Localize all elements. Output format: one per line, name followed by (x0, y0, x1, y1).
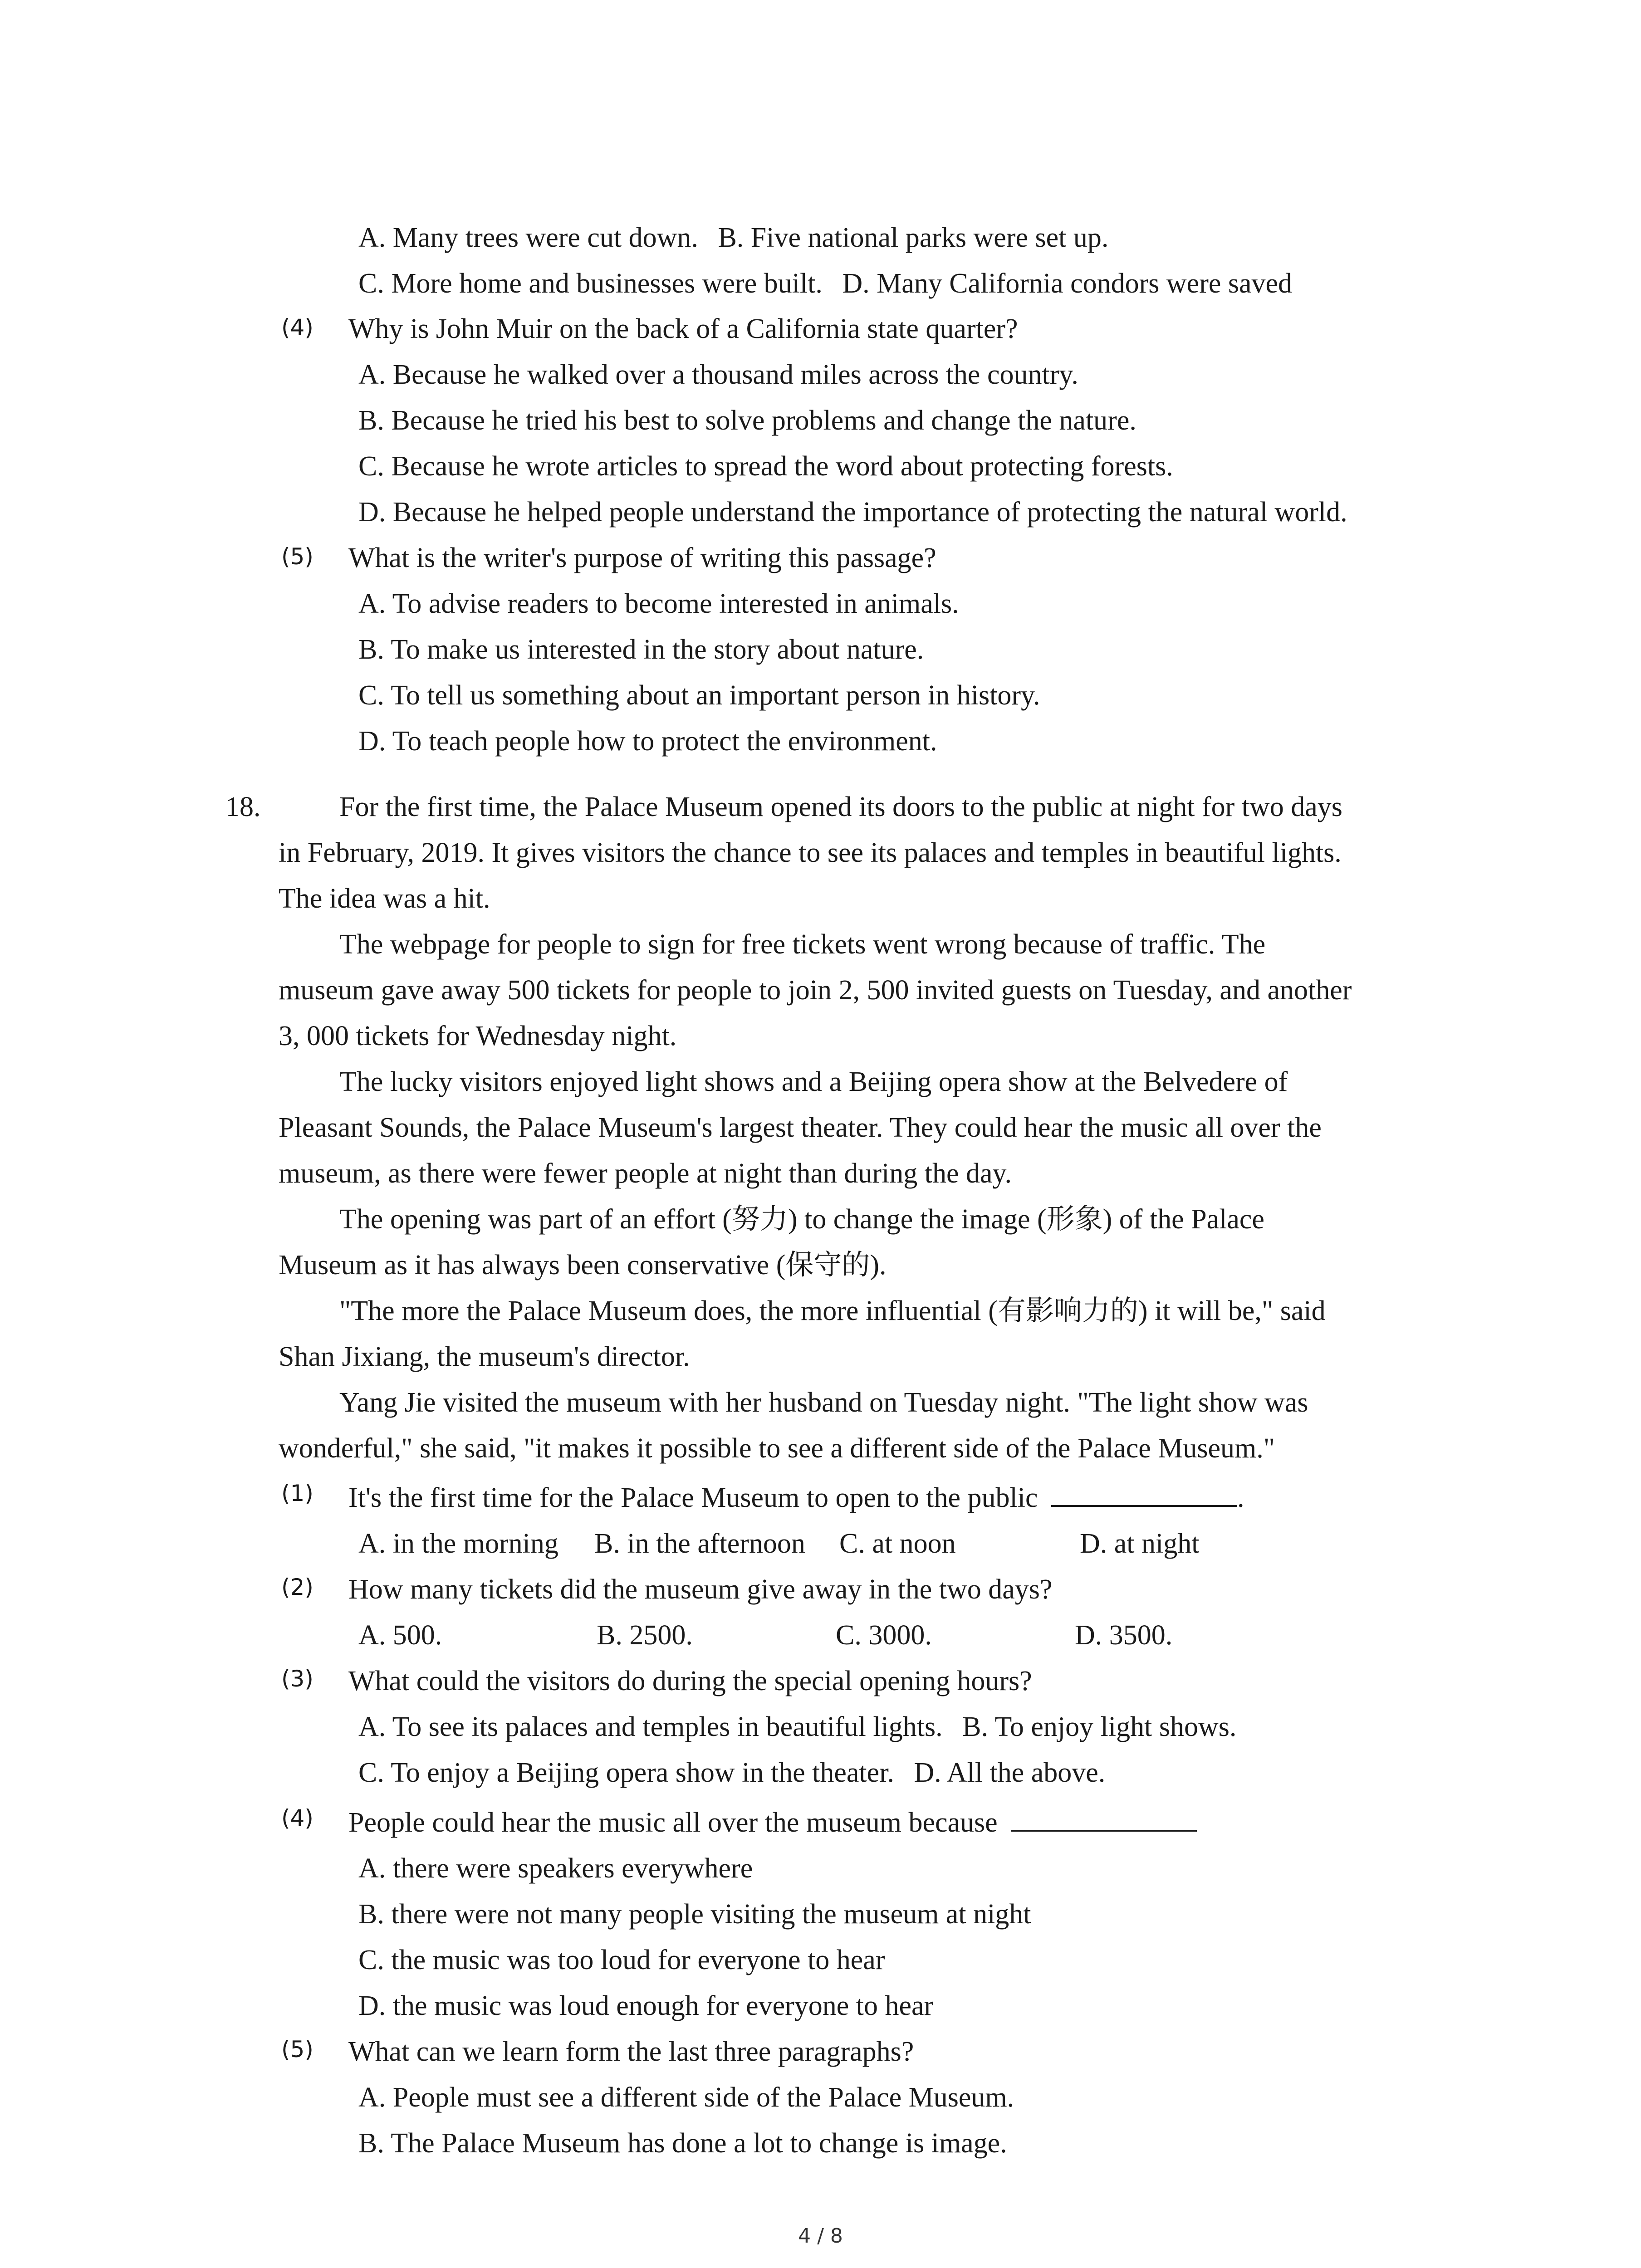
option-b: B. To enjoy light shows. (962, 1711, 1237, 1742)
answer-blank (1011, 1804, 1197, 1832)
question-number: (5) (281, 543, 314, 570)
question-text: What is the writer's purpose of writing this passage? (348, 543, 936, 573)
q3-options-row-1 (358, 215, 1108, 260)
option-b: B. 2500. (597, 1620, 693, 1651)
page-number: 4 / 8 (798, 2224, 843, 2248)
option-a: A. To advise readers to become interested in animals. (358, 588, 959, 619)
option-a: A. in the morning (358, 1528, 558, 1559)
question-text: How many tickets did the museum give away in the two days? (348, 1574, 1053, 1605)
passage-line: museum, as there were fewer people at night than during the day. (279, 1158, 1012, 1189)
option-a: A. To see its palaces and temples in beautiful lights. (358, 1711, 943, 1742)
question-number: (4) (281, 314, 314, 341)
question-text: What can we learn form the last three paragraphs? (348, 2036, 914, 2067)
answer-blank (1051, 1479, 1237, 1507)
option-d: D. Because he helped people understand the importance of protecting the natural world. (358, 497, 1347, 528)
question-row (348, 1800, 1197, 1845)
passage-line: Yang Jie visited the museum with her husband on Tuesday night. "The light show was (339, 1387, 1308, 1418)
question-number: (4) (281, 1805, 314, 1831)
option-c: C. at noon (839, 1528, 956, 1559)
question-number: (3) (281, 1666, 314, 1692)
option-a: A. 500. (358, 1620, 442, 1651)
options-row (358, 1613, 1172, 1658)
option-c: C. To tell us something about an important person in history. (358, 680, 1040, 711)
question-number: (5) (281, 2036, 314, 2063)
question-row (348, 1475, 1244, 1520)
option-a: A. there were speakers everywhere (358, 1853, 753, 1884)
options-row (358, 1521, 1199, 1566)
passage-line: The idea was a hit. (279, 883, 490, 914)
passage-line: Museum as it has always been conservative (保守的). (279, 1250, 887, 1281)
option-b: B. Because he tried his best to solve problems and change the nature. (358, 405, 1136, 436)
option-b: B. The Palace Museum has done a lot to change is image. (358, 2128, 1007, 2159)
question-number: (1) (281, 1480, 314, 1506)
passage-line: in February, 2019. It gives visitors the chance to see its palaces and temples in beautiful lights. (279, 837, 1342, 868)
option-a: A. People must see a different side of the Palace Museum. (358, 2082, 1014, 2113)
question-text: What could the visitors do during the special opening hours? (348, 1666, 1032, 1696)
passage-line: Pleasant Sounds, the Palace Museum's largest theater. They could hear the music all over the (279, 1112, 1322, 1143)
options-row (358, 1750, 1105, 1795)
sentence-end: . (1237, 1482, 1244, 1513)
option-a: A. Many trees were cut down. (358, 222, 698, 253)
passage-line: The lucky visitors enjoyed light shows and a Beijing opera show at the Belvedere of (339, 1066, 1288, 1097)
option-c: C. the music was too loud for everyone to hear (358, 1945, 885, 1975)
question-text: Why is John Muir on the back of a California state quarter? (348, 313, 1018, 344)
option-b: B. Five national parks were set up. (718, 222, 1109, 253)
option-d: D. 3500. (1075, 1620, 1173, 1651)
option-c: C. More home and businesses were built. (358, 268, 823, 299)
passage-line: wonderful," she said, "it makes it possible to see a different side of the Palace Museum." (279, 1433, 1275, 1464)
option-d: D. at night (1080, 1528, 1200, 1559)
option-c: C. Because he wrote articles to spread the word about protecting forests. (358, 451, 1173, 482)
option-c: C. 3000. (836, 1620, 932, 1651)
passage-number: 18. (225, 792, 261, 822)
option-d: D. Many California condors were saved (842, 268, 1293, 299)
passage-line: The webpage for people to sign for free tickets went wrong because of traffic. The (339, 929, 1266, 960)
passage-line: museum gave away 500 tickets for people to join 2, 500 invited guests on Tuesday, and another (279, 975, 1352, 1006)
passage-line: 3, 000 tickets for Wednesday night. (279, 1021, 677, 1051)
q3-options-row-2 (358, 261, 1292, 306)
option-c: C. To enjoy a Beijing opera show in the theater. (358, 1757, 894, 1788)
option-d: D. All the above. (914, 1757, 1106, 1788)
question-text: People could hear the music all over the museum because (348, 1807, 998, 1838)
passage-line: "The more the Palace Museum does, the more influential (有影响力的) it will be," said (339, 1295, 1326, 1326)
passage-line: The opening was part of an effort (努力) to change the image (形象) of the Palace (339, 1204, 1264, 1235)
option-b: B. there were not many people visiting the museum at night (358, 1899, 1031, 1930)
option-d: D. the music was loud enough for everyone to hear (358, 1990, 934, 2021)
question-text: It's the first time for the Palace Museum to open to the public (348, 1482, 1038, 1513)
question-number: (2) (281, 1574, 314, 1600)
option-a: A. Because he walked over a thousand miles across the country. (358, 359, 1078, 390)
options-row (358, 1704, 1236, 1750)
passage-line: Shan Jixiang, the museum's director. (279, 1341, 690, 1372)
option-b: B. in the afternoon (594, 1528, 805, 1559)
passage-line: For the first time, the Palace Museum opened its doors to the public at night for two days (339, 792, 1342, 822)
option-b: B. To make us interested in the story about nature. (358, 634, 924, 665)
option-d: D. To teach people how to protect the environment. (358, 726, 937, 757)
